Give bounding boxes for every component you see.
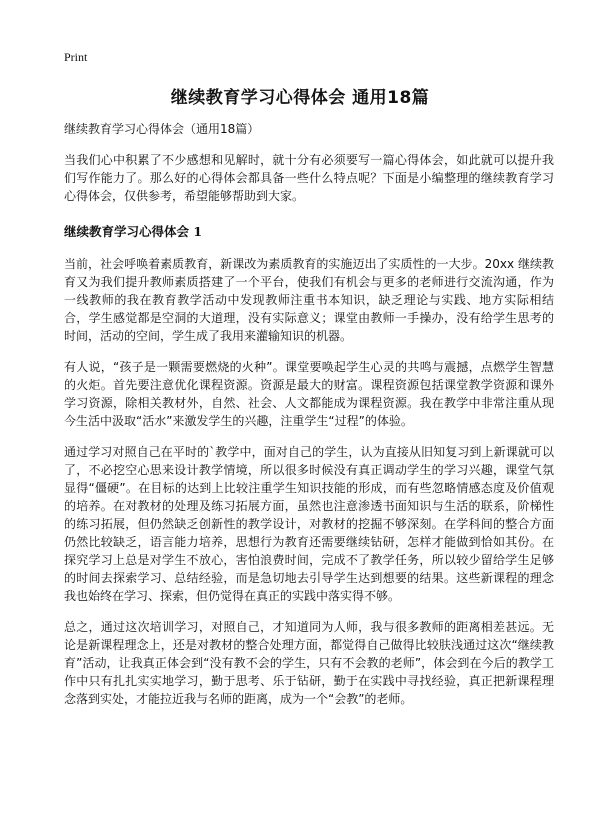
body-paragraph-3: 通过学习对照自己在平时的`教学中，面对自己的学生，认为直接从旧知复习到上新课就可以了，不必挖空心思来设计教学情境，所以很多时候没有真正调动学生的学习兴趣，课堂气氛显得“僵硬”。在目标的达到上比较注重学生知识技能的形成，而有些忽略情感态度及价值观的培养。在对教材的处理及练习拓展方面，虽然也注意渗透书面知识与生活的联系，阶梯性的练习拓展，但仍然缺乏创新性的教学设计，对教材的挖掘不够深刻。在学科间的整合方面仍然比较缺乏，语言能力培养，思想行为教育还需要继续钻研，怎样才能做到恰如其份。在探究学习上总是对学生不放心，害怕浪费时间，完成不了教学任务，所以较少留给学生足够的时间去探索学习、总结经验，而是急切地去引导学生达到想要的结果。这些新课程的理念我也始终在学习、探索，但仍觉得在真正的实践中落实得不够。 [64, 445, 554, 603]
body-paragraph-4: 总之，通过这次培训学习，对照自己，才知道同为人师，我与很多教师的距离相差甚远。无论是新课程理念上，还是对教材的整合处理方面，都觉得自己做得比较肤浅通过这次“继续教育”活动，让我真正体会到“没有教不会的学生，只有不会教的老师”，体会到在今后的教学工作中只有扎扎实实地学习，勤于思考、乐于钻研，勤于在实践中寻找经验，真正把新课程理念落到实处，才能拉近我与名师的距离，成为一个“会教”的老师。 [64, 620, 554, 706]
print-link[interactable]: Print [64, 50, 88, 64]
body-paragraph-2: 有人说，“孩子是一颗需要燃烧的火种”。课堂要唤起学生心灵的共鸣与震撼，点燃学生智慧的火炬。首先要注意优化课程资源。资源是最大的财富。课程资源包括课堂教学资源和课外学习资源，除相关教材外，自然、社会、人文都能成为课程资源。我在教学中非常注重从现今生活中汲取“活水”来激发学生的兴趣，注重学生“过程”的体验。 [64, 360, 554, 428]
intro-paragraph: 当我们心中积累了不少感想和见解时，就十分有必须要写一篇心得体会，如此就可以提升我们写作能力了。那么好的心得体会都具备一些什么特点呢？下面是小编整理的继续教育学习心得体会，仅供参考，希望能够帮助到大家。 [64, 153, 554, 203]
body-paragraph-1: 当前，社会呼唤着素质教育，新课改为素质教育的实施迈出了实质性的一大步。20xx 继续教育又为我们提升教师素质搭建了一个平台，使我们有机会与更多的老师进行交流沟通，作为一线教师的我在教育教学活动中发现教师注重书本知识，缺乏理论与实践、地方实际相结合，学生感觉都是空洞的大道理，没有实际意义；课堂由教师一手操办，没有给学生思考的时间，活动的空间，学生成了我用来灌输知识的机器。 [64, 257, 554, 343]
section-heading: 继续教育学习心得体会 1 [64, 224, 203, 239]
document-subtitle: 继续教育学习心得体会（通用18篇） [64, 122, 260, 136]
document-body [64, 120, 554, 721]
page-title: 继续教育学习心得体会 通用18篇 [170, 88, 430, 108]
